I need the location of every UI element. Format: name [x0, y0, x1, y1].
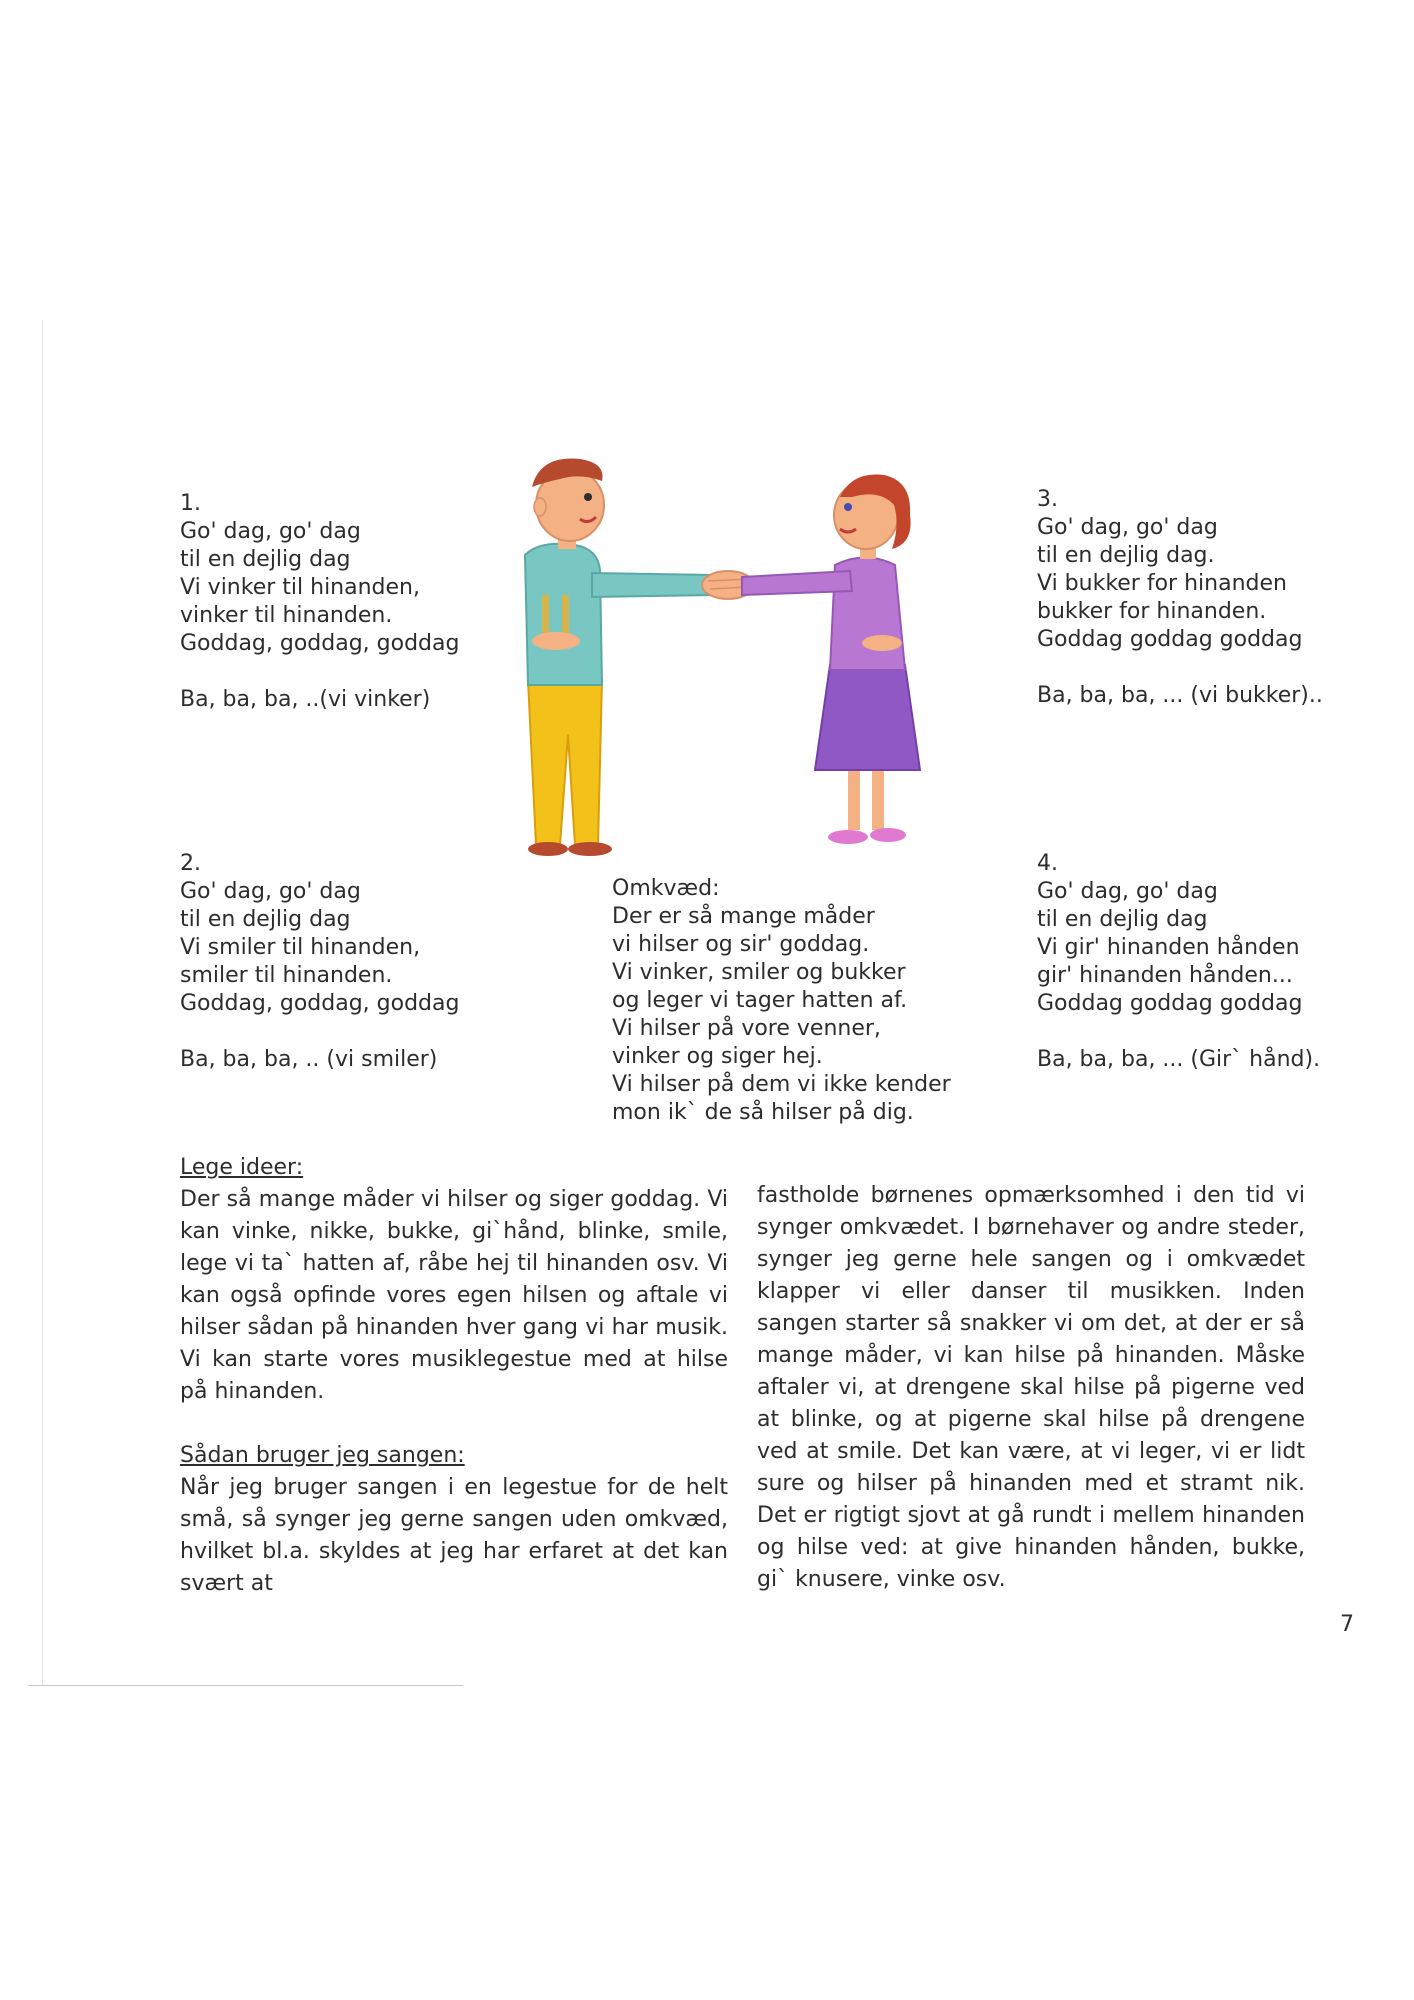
- chorus-line: Vi vinker, smiler og bukker: [612, 960, 906, 985]
- verse-line: Goddag, goddag, goddag: [180, 631, 460, 656]
- chorus-line: Vi hilser på dem vi ikke kender: [612, 1072, 951, 1097]
- verse-line: bukker for hinanden.: [1037, 599, 1267, 624]
- chorus-line: vi hilser og sir' goddag.: [612, 932, 870, 957]
- verse-tail: Ba, ba, ba, .. (vi smiler): [180, 1047, 438, 1072]
- children-greeting-illustration: [480, 445, 1000, 865]
- verse-1: [180, 490, 459, 714]
- verse-line: smiler til hinanden.: [180, 963, 393, 988]
- verse-tail: Ba, ba, ba, ..(vi vinker): [180, 687, 431, 712]
- saadan-bruger-heading: Sådan bruger jeg sangen:: [180, 1443, 465, 1468]
- boy-figure: [525, 459, 715, 856]
- verse-line: Vi gir' hinanden hånden: [1037, 935, 1300, 960]
- verse-2: [180, 850, 459, 1074]
- lege-ideer-text: Der så mange måder vi hilser og siger goddag. Vi kan vinke, nikke, bukke, gi`hånd, blinke, smile, lege vi ta` hatten af, råbe hej til hinanden osv. Vi kan også opfinde vores egen hilsen og aftale vi hilser sådan på hinanden hver gang vi har musik. Vi kan starte vores musiklegestue med at hilse på hinanden.: [180, 1187, 728, 1404]
- verse-number: 1.: [180, 491, 201, 516]
- chorus: [612, 875, 951, 1127]
- verse-3: [1037, 486, 1323, 710]
- saadan-bruger-continuation: fastholde børnenes opmærksomhed i den tid vi synger omkvædet. I børnehaver og andre steder, synger jeg gerne hele sangen og i omkvædet klapper vi eller danser til musikken. Inden sangen starter så snakker vi om det, at der er så mange måder, vi kan hilse på hinanden. Måske aftaler vi, at drengene skal hilse på pigerne ved at blinke, og at pigerne skal hilse på drengene ved at smile. Det kan være, at vi leger, vi er lidt sure og hilser på hinanden med et stramt nik. Det er rigtigt sjovt at gå rundt i mellem hinanden og hilse ved: at give hinanden hånden, bukke, gi` knusere, vinke osv.: [757, 1183, 1305, 1592]
- scan-edge-line: [42, 320, 43, 1685]
- verse-line: gir' hinanden hånden...: [1037, 963, 1293, 988]
- verse-line: Vi vinker til hinanden,: [180, 575, 420, 600]
- prose-right-column: [757, 1180, 1305, 1596]
- bottom-rule: [28, 1685, 463, 1686]
- lege-ideer-heading: Lege ideer:: [180, 1155, 304, 1180]
- verse-line: Goddag goddag goddag: [1037, 627, 1303, 652]
- verse-line: til en dejlig dag: [180, 907, 351, 932]
- verse-line: Go' dag, go' dag: [1037, 879, 1218, 904]
- verse-line: til en dejlig dag: [1037, 907, 1208, 932]
- saadan-bruger-text: Når jeg bruger sangen i en legestue for de helt små, så synger jeg gerne sangen uden omkvæd, hvilket bl.a. skyldes at jeg har erfaret at det kan svært at: [180, 1475, 728, 1596]
- verse-line: til en dejlig dag: [180, 547, 351, 572]
- verse-line: til en dejlig dag.: [1037, 543, 1215, 568]
- verse-number: 2.: [180, 851, 201, 876]
- page-number: 7: [1340, 1612, 1354, 1637]
- chorus-line: og leger vi tager hatten af.: [612, 988, 908, 1013]
- verse-line: Go' dag, go' dag: [1037, 515, 1218, 540]
- verse-line: Vi bukker for hinanden: [1037, 571, 1287, 596]
- verse-number: 3.: [1037, 487, 1058, 512]
- verse-number: 4.: [1037, 851, 1058, 876]
- chorus-line: Vi hilser på vore venner,: [612, 1016, 881, 1041]
- verse-tail: Ba, ba, ba, ... (Gir` hånd).: [1037, 1047, 1321, 1072]
- verse-line: Goddag, goddag, goddag: [180, 991, 460, 1016]
- verse-line: Go' dag, go' dag: [180, 879, 361, 904]
- verse-4: [1037, 850, 1320, 1074]
- chorus-line: vinker og siger hej.: [612, 1044, 823, 1069]
- prose-left-column: [180, 1152, 728, 1600]
- verse-line: Goddag goddag goddag: [1037, 991, 1303, 1016]
- chorus-line: mon ik` de så hilser på dig.: [612, 1100, 914, 1125]
- verse-tail: Ba, ba, ba, ... (vi bukker)..: [1037, 683, 1323, 708]
- verse-line: Go' dag, go' dag: [180, 519, 361, 544]
- girl-figure: [742, 474, 920, 844]
- chorus-title: Omkvæd:: [612, 876, 720, 901]
- verse-line: vinker til hinanden.: [180, 603, 393, 628]
- chorus-line: Der er så mange måder: [612, 904, 875, 929]
- verse-line: Vi smiler til hinanden,: [180, 935, 421, 960]
